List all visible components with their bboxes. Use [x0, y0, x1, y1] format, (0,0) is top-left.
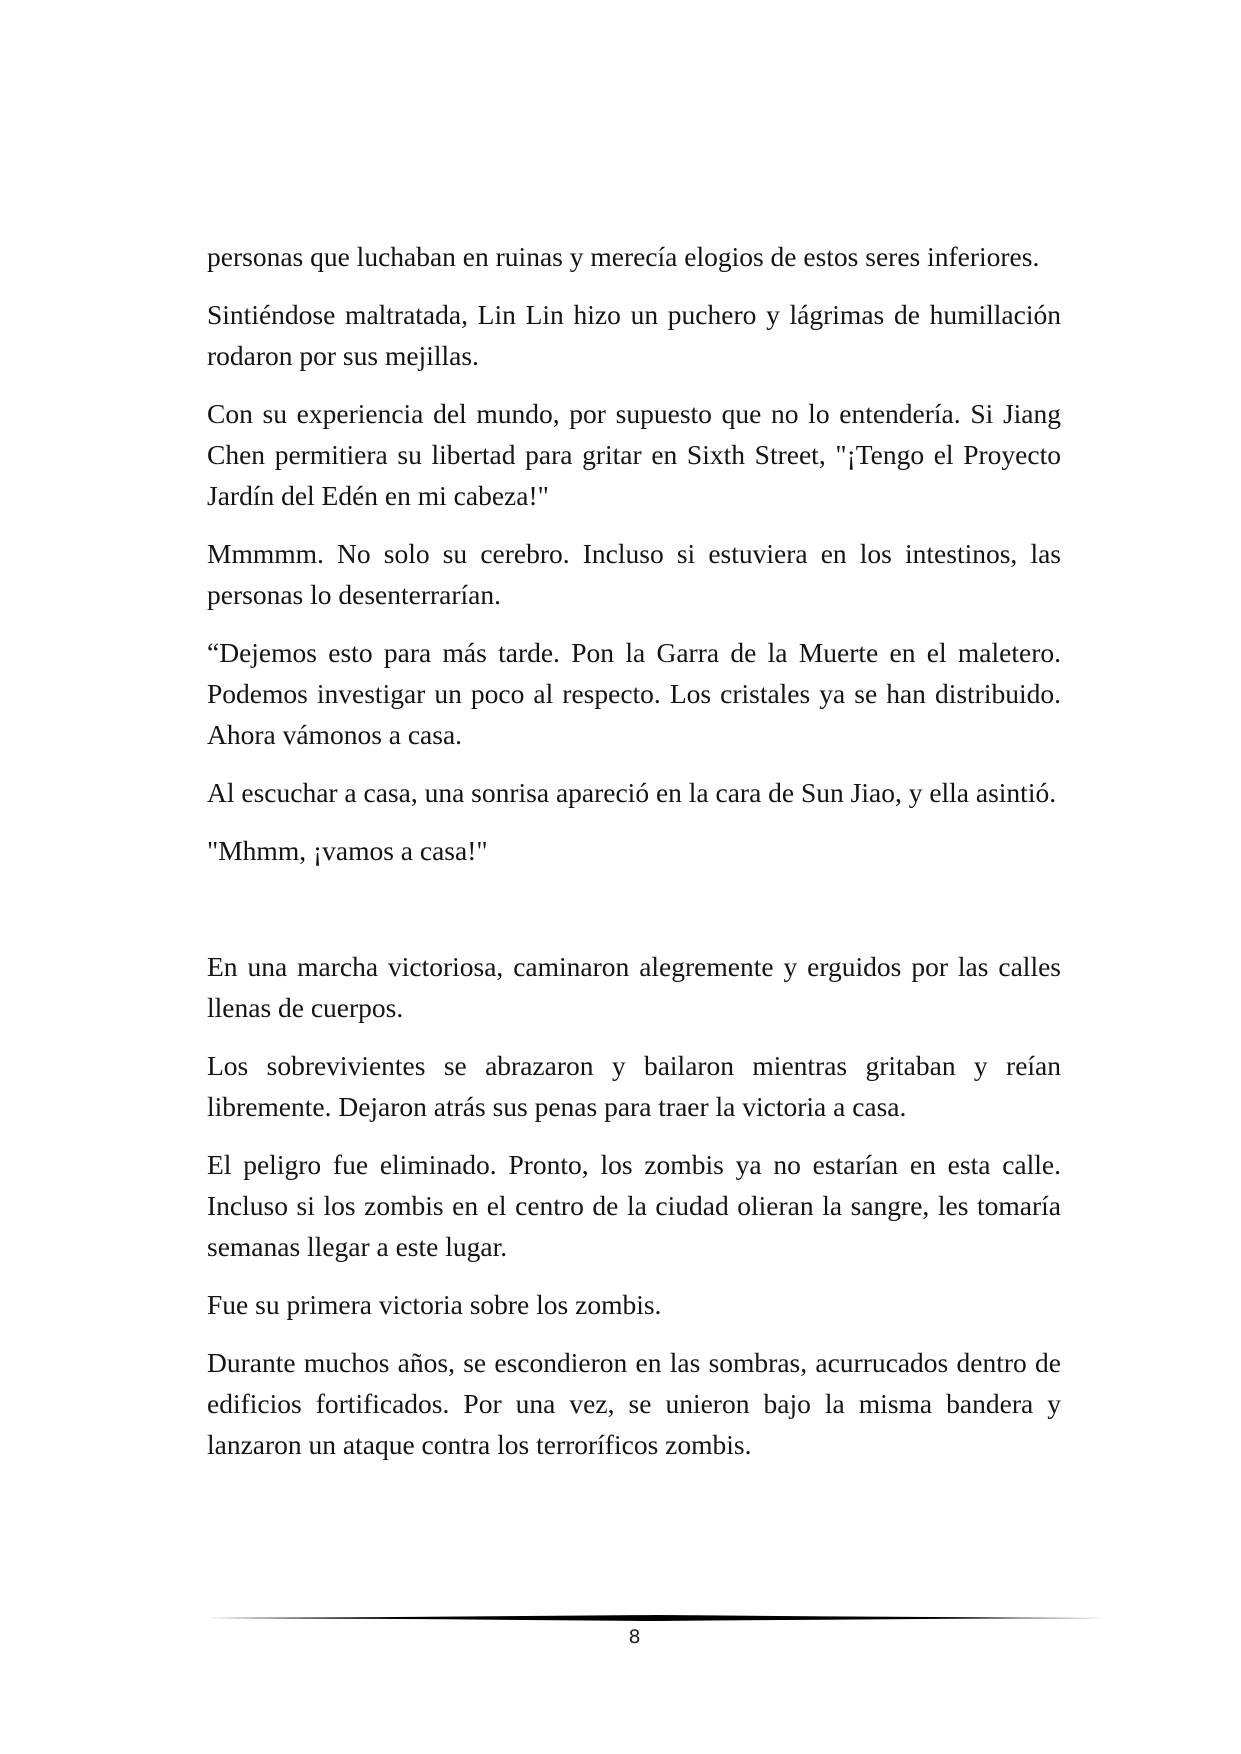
footer-rule	[207, 1612, 1105, 1624]
paragraph: Al escuchar a casa, una sonrisa apareció en la cara de Sun Jiao, y ella asintió.	[207, 777, 1057, 808]
paragraph: Con su experiencia del mundo, por supuesto que no lo entendería. Si Jiang Chen permitiera su libertad para gritar en Sixth Street, "¡Tengo el Proyecto Jardín del Edén en mi cabeza!"	[207, 398, 1061, 511]
paragraph: “Dejemos esto para más tarde. Pon la Garra de la Muerte en el maletero. Podemos investigar un poco al respecto. Los cristales ya se han distribuido. Ahora vámonos a casa.	[207, 637, 1061, 750]
page-number: 8	[628, 1626, 641, 1648]
paragraph: Sintiéndose maltratada, Lin Lin hizo un puchero y lágrimas de humillación rodaron por sus mejillas.	[207, 299, 1061, 371]
body-text	[207, 236, 1061, 1482]
paragraph: "Mhmm, ¡vamos a casa!"	[207, 835, 488, 866]
footer-rule-stroke	[207, 1615, 1105, 1621]
paragraph: Durante muchos años, se escondieron en las sombras, acurrucados dentro de edificios fortificados. Por una vez, se unieron bajo la misma bandera y lanzaron un ataque contra los terroríficos zombis.	[207, 1347, 1061, 1460]
section-break	[207, 888, 1061, 946]
paragraph: Mmmmm. No solo su cerebro. Incluso si estuviera en los intestinos, las personas lo desenterrarían.	[207, 538, 1061, 610]
paragraph: personas que luchaban en ruinas y merecía elogios de estos seres inferiores.	[207, 241, 1040, 272]
paragraph: El peligro fue eliminado. Pronto, los zombis ya no estarían en esta calle. Incluso si los zombis en el centro de la ciudad olieran la sangre, les tomaría semanas llegar a este lugar.	[207, 1149, 1061, 1262]
paragraph: Los sobrevivientes se abrazaron y bailaron mientras gritaban y reían libremente. Dejaron atrás sus penas para traer la victoria a casa.	[207, 1050, 1061, 1122]
paragraph: Fue su primera victoria sobre los zombis.	[207, 1289, 662, 1320]
paragraph: En una marcha victoriosa, caminaron alegremente y erguidos por las calles llenas de cuerpos.	[207, 951, 1061, 1023]
